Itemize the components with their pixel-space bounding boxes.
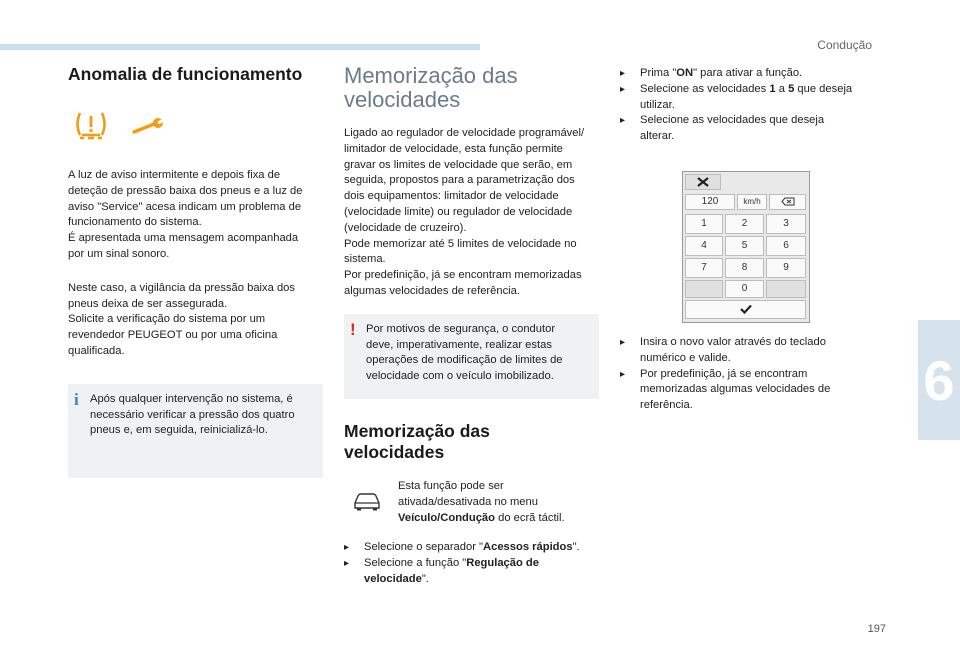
backspace-icon xyxy=(781,197,795,206)
warning-icons xyxy=(74,110,323,142)
key-0[interactable]: 0 xyxy=(725,280,764,298)
key-6[interactable]: 6 xyxy=(766,236,806,256)
section-title: Anomalia de funcionamento xyxy=(68,64,303,84)
check-icon xyxy=(740,304,752,314)
bullet-marker: ▸ xyxy=(344,558,350,570)
bullet-marker: ▸ xyxy=(620,336,626,348)
bullet-item: ▸ Selecione a função "Regulação de velocidade". xyxy=(344,556,599,588)
info-note: i Após qualquer intervenção no sistema, é necessário verificar a pressão dos quatro pneus e, em seguida, reinicializá-lo. xyxy=(68,384,323,478)
validate-button[interactable] xyxy=(685,300,806,319)
column-1 xyxy=(68,64,323,490)
close-button[interactable] xyxy=(685,174,721,190)
service-wrench-icon xyxy=(132,116,168,136)
bullet-item: ▸ Selecione o separador "Acessos rápidos". xyxy=(344,540,599,556)
key-2[interactable]: 2 xyxy=(725,214,764,234)
bullet-item: ▸ Por predefinição, já se encontram memorizadas algumas velocidades de referência. xyxy=(620,367,875,414)
section-title: Memorização das velocidades xyxy=(344,63,518,112)
touchscreen-info xyxy=(352,479,599,526)
bullet-marker: ▸ xyxy=(620,68,626,79)
top-bar xyxy=(0,44,480,50)
subsection-title: Memorização das velocidades xyxy=(344,420,490,462)
key-blank-right xyxy=(766,280,806,298)
bullet-item: ▸ Selecione as velocidades 1 a 5 que deseja utilizar. xyxy=(620,82,875,114)
numeric-keypad xyxy=(682,171,810,323)
key-blank-left xyxy=(685,280,723,298)
info-icon: i xyxy=(74,389,79,409)
paragraph: Neste caso, a vigilância da pressão baixa dos pneus deixa de ser assegurada. Solicite a verificação do sistema por um revendedor PEUGEOT ou por uma oficina qualificada. xyxy=(68,281,295,357)
bullet-marker: ▸ xyxy=(620,368,626,380)
speed-unit: km/h xyxy=(737,194,767,210)
page-number: 197 xyxy=(867,623,886,635)
bullet-marker: ▸ xyxy=(344,542,350,554)
section-label: Condução xyxy=(817,38,872,52)
bullet-item: ▸ Insira o novo valor através do teclado numérico e valide. xyxy=(620,335,875,367)
key-1[interactable]: 1 xyxy=(685,214,723,234)
column-3 xyxy=(620,66,875,414)
bullet-marker: ▸ xyxy=(620,83,626,95)
key-3[interactable]: 3 xyxy=(766,214,806,234)
backspace-button[interactable] xyxy=(769,194,806,210)
paragraph: Ligado ao regulador de velocidade programável/ limitador de velocidade, esta função permite gravar os limites de velocidade que serão, em seguida, propostos para a parametrização dos dois equipamentos: limitador de velocidade (velocidade limite) ou regulador de velocidade (velocidade de cruzeiro). Pode memorizar até 5 limites de velocidade no sistema. Por predefinição, já se encontram memorizadas algumas velocidades de referência. xyxy=(344,127,585,297)
close-icon xyxy=(697,177,709,187)
key-4[interactable]: 4 xyxy=(685,236,723,256)
bullet-marker: ▸ xyxy=(620,115,626,127)
speed-value-field[interactable]: 120 xyxy=(685,194,735,210)
paragraph: Esta função pode ser ativada/desativada no menu Veículo/Condução do ecrã táctil. xyxy=(398,479,565,524)
chapter-tab: 6 xyxy=(918,320,960,440)
warning-note: ! Por motivos de segurança, o condutor deve, imperativamente, realizar estas operações de modificação de limites de velocidade com o veículo imobilizado. xyxy=(344,314,599,399)
bullet-item: ▸ Selecione as velocidades que deseja alterar. xyxy=(620,113,875,145)
bullet-item: ▸ Prima "ON" para ativar a função. xyxy=(620,66,875,82)
key-5[interactable]: 5 xyxy=(725,236,764,256)
key-9[interactable]: 9 xyxy=(766,258,806,278)
key-7[interactable]: 7 xyxy=(685,258,723,278)
column-2 xyxy=(344,64,599,588)
key-8[interactable]: 8 xyxy=(725,258,764,278)
paragraph: A luz de aviso intermitente e depois fixa de deteção de pressão baixa dos pneus e a luz de aviso "Service" acesa indicam um problema de funcionamento do sistema. É apresentada uma mensagem acompanhada por um sinal sonoro. xyxy=(68,169,303,260)
car-icon xyxy=(352,489,382,511)
tyre-pressure-warning-icon xyxy=(74,110,108,142)
exclamation-icon: ! xyxy=(350,319,356,339)
